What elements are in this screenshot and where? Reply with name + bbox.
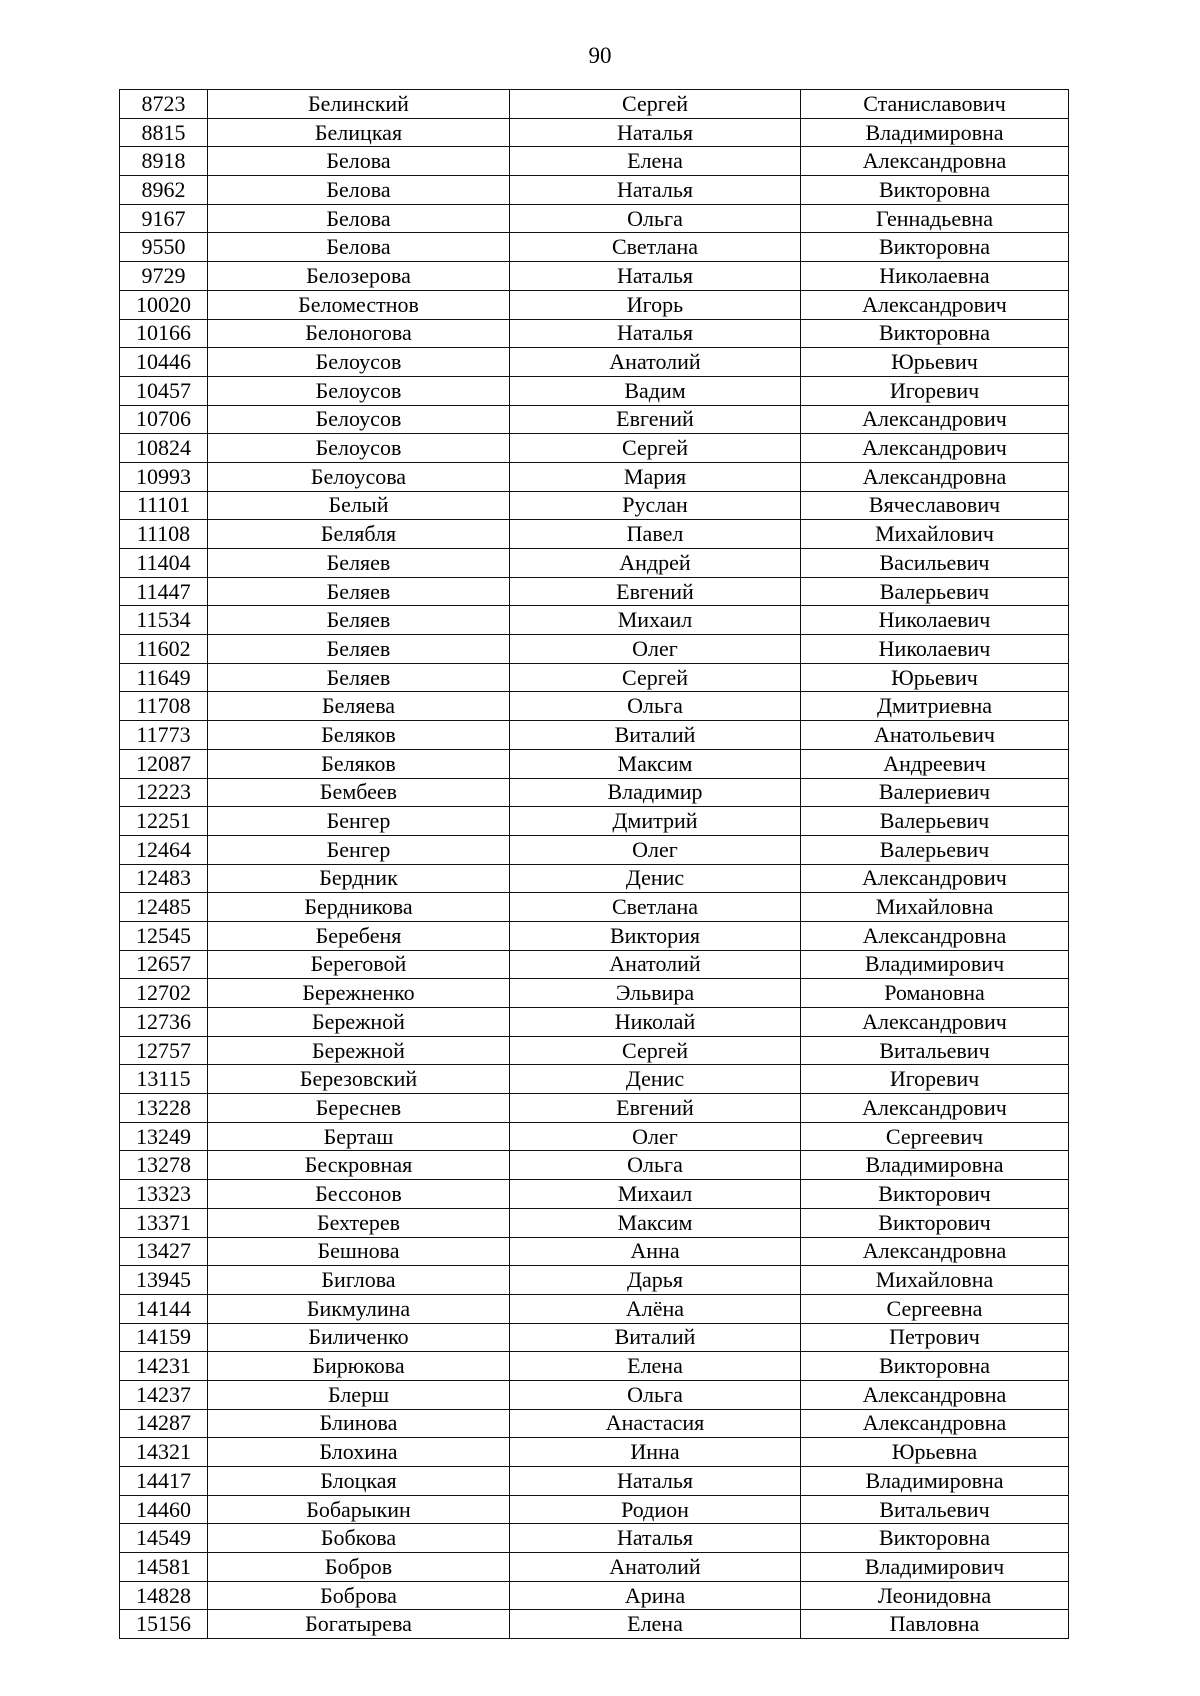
patronymic-cell: Валерьевич: [801, 807, 1069, 836]
first-name-cell: Ольга: [510, 1380, 801, 1409]
record-number-cell: 11708: [120, 692, 208, 721]
record-number-cell: 14549: [120, 1524, 208, 1553]
patronymic-cell: Викторовна: [801, 1352, 1069, 1381]
patronymic-cell: Витальевич: [801, 1036, 1069, 1065]
table-row: [120, 1151, 1069, 1180]
table-row: [120, 1008, 1069, 1037]
page-number: 90: [588, 43, 612, 68]
patronymic-cell: Павловна: [801, 1610, 1069, 1639]
record-number-cell: 14231: [120, 1352, 208, 1381]
last-name-cell: Березовский: [208, 1065, 510, 1094]
last-name-cell: Беломестнов: [208, 290, 510, 319]
first-name-cell: Наталья: [510, 319, 801, 348]
last-name-cell: Беребеня: [208, 921, 510, 950]
record-number-cell: 12702: [120, 979, 208, 1008]
first-name-cell: Наталья: [510, 1467, 801, 1496]
first-name-cell: Евгений: [510, 577, 801, 606]
table-row: [120, 434, 1069, 463]
patronymic-cell: Александровна: [801, 921, 1069, 950]
first-name-cell: Дмитрий: [510, 807, 801, 836]
first-name-cell: Денис: [510, 1065, 801, 1094]
table-row: [120, 1323, 1069, 1352]
last-name-cell: Бобров: [208, 1553, 510, 1582]
patronymic-cell: Васильевич: [801, 549, 1069, 578]
record-number-cell: 9729: [120, 262, 208, 291]
last-name-cell: Береговой: [208, 950, 510, 979]
first-name-cell: Ольга: [510, 1151, 801, 1180]
table-row: [120, 520, 1069, 549]
table-row: [120, 864, 1069, 893]
last-name-cell: Белова: [208, 176, 510, 205]
table-row: [120, 549, 1069, 578]
table-row: [120, 606, 1069, 635]
record-number-cell: 14581: [120, 1553, 208, 1582]
first-name-cell: Владимир: [510, 778, 801, 807]
patronymic-cell: Владимирович: [801, 1553, 1069, 1582]
patronymic-cell: Петрович: [801, 1323, 1069, 1352]
patronymic-cell: Сергеевич: [801, 1122, 1069, 1151]
last-name-cell: Беляков: [208, 749, 510, 778]
record-number-cell: 15156: [120, 1610, 208, 1639]
last-name-cell: Бережной: [208, 1008, 510, 1037]
table-row: [120, 376, 1069, 405]
table-row: [120, 290, 1069, 319]
table-row: [120, 1610, 1069, 1639]
record-number-cell: 12736: [120, 1008, 208, 1037]
last-name-cell: Биличенко: [208, 1323, 510, 1352]
last-name-cell: Белый: [208, 491, 510, 520]
record-number-cell: 9167: [120, 204, 208, 233]
table-row: [120, 635, 1069, 664]
first-name-cell: Арина: [510, 1581, 801, 1610]
record-number-cell: 12545: [120, 921, 208, 950]
last-name-cell: Беляев: [208, 577, 510, 606]
record-number-cell: 11101: [120, 491, 208, 520]
patronymic-cell: Николаевна: [801, 262, 1069, 291]
patronymic-cell: Юрьевна: [801, 1438, 1069, 1467]
first-name-cell: Анатолий: [510, 1553, 801, 1582]
patronymic-cell: Дмитриевна: [801, 692, 1069, 721]
patronymic-cell: Андреевич: [801, 749, 1069, 778]
first-name-cell: Инна: [510, 1438, 801, 1467]
last-name-cell: Белоногова: [208, 319, 510, 348]
record-number-cell: 10457: [120, 376, 208, 405]
last-name-cell: Бобкова: [208, 1524, 510, 1553]
last-name-cell: Белоусов: [208, 348, 510, 377]
last-name-cell: Белицкая: [208, 118, 510, 147]
last-name-cell: Бобарыкин: [208, 1495, 510, 1524]
patronymic-cell: Вячеславович: [801, 491, 1069, 520]
patronymic-cell: Юрьевич: [801, 348, 1069, 377]
last-name-cell: Боброва: [208, 1581, 510, 1610]
table-row: [120, 90, 1069, 119]
last-name-cell: Бенгер: [208, 807, 510, 836]
patronymic-cell: Валерьевич: [801, 577, 1069, 606]
patronymic-cell: Александрович: [801, 434, 1069, 463]
first-name-cell: Андрей: [510, 549, 801, 578]
last-name-cell: Белоусов: [208, 376, 510, 405]
table-row: [120, 462, 1069, 491]
last-name-cell: Блоцкая: [208, 1467, 510, 1496]
patronymic-cell: Александровна: [801, 1237, 1069, 1266]
record-number-cell: 13945: [120, 1266, 208, 1295]
first-name-cell: Дарья: [510, 1266, 801, 1295]
first-name-cell: Елена: [510, 1352, 801, 1381]
record-number-cell: 13323: [120, 1180, 208, 1209]
patronymic-cell: Николаевич: [801, 606, 1069, 635]
record-number-cell: 12483: [120, 864, 208, 893]
first-name-cell: Мария: [510, 462, 801, 491]
patronymic-cell: Александрович: [801, 1094, 1069, 1123]
record-number-cell: 10446: [120, 348, 208, 377]
patronymic-cell: Викторовна: [801, 319, 1069, 348]
patronymic-cell: Сергеевна: [801, 1294, 1069, 1323]
first-name-cell: Олег: [510, 1122, 801, 1151]
last-name-cell: Белова: [208, 233, 510, 262]
patronymic-cell: Владимирович: [801, 950, 1069, 979]
first-name-cell: Эльвира: [510, 979, 801, 1008]
first-name-cell: Виталий: [510, 721, 801, 750]
table-row: [120, 663, 1069, 692]
patronymic-cell: Викторович: [801, 1208, 1069, 1237]
record-number-cell: 11404: [120, 549, 208, 578]
record-number-cell: 11602: [120, 635, 208, 664]
record-number-cell: 12657: [120, 950, 208, 979]
first-name-cell: Анастасия: [510, 1409, 801, 1438]
table-row: [120, 1553, 1069, 1582]
registry-table-container: [119, 89, 1068, 1639]
first-name-cell: Елена: [510, 147, 801, 176]
last-name-cell: Белова: [208, 147, 510, 176]
patronymic-cell: Романовна: [801, 979, 1069, 1008]
first-name-cell: Максим: [510, 1208, 801, 1237]
patronymic-cell: Анатольевич: [801, 721, 1069, 750]
first-name-cell: Евгений: [510, 405, 801, 434]
patronymic-cell: Юрьевич: [801, 663, 1069, 692]
last-name-cell: Бережной: [208, 1036, 510, 1065]
table-row: [120, 979, 1069, 1008]
last-name-cell: Блинова: [208, 1409, 510, 1438]
first-name-cell: Вадим: [510, 376, 801, 405]
record-number-cell: 10166: [120, 319, 208, 348]
first-name-cell: Наталья: [510, 176, 801, 205]
record-number-cell: 13228: [120, 1094, 208, 1123]
record-number-cell: 9550: [120, 233, 208, 262]
patronymic-cell: Игоревич: [801, 376, 1069, 405]
table-row: [120, 950, 1069, 979]
first-name-cell: Павел: [510, 520, 801, 549]
table-row: [120, 233, 1069, 262]
last-name-cell: Береснев: [208, 1094, 510, 1123]
first-name-cell: Виктория: [510, 921, 801, 950]
registry-table: [119, 89, 1069, 1639]
first-name-cell: Денис: [510, 864, 801, 893]
last-name-cell: Белозерова: [208, 262, 510, 291]
record-number-cell: 10993: [120, 462, 208, 491]
table-row: [120, 1495, 1069, 1524]
record-number-cell: 12485: [120, 893, 208, 922]
table-row: [120, 1352, 1069, 1381]
first-name-cell: Игорь: [510, 290, 801, 319]
record-number-cell: 11773: [120, 721, 208, 750]
record-number-cell: 13278: [120, 1151, 208, 1180]
table-row: [120, 204, 1069, 233]
table-row: [120, 147, 1069, 176]
last-name-cell: Блерш: [208, 1380, 510, 1409]
patronymic-cell: Геннадьевна: [801, 204, 1069, 233]
table-row: [120, 577, 1069, 606]
last-name-cell: Беляков: [208, 721, 510, 750]
patronymic-cell: Владимировна: [801, 1151, 1069, 1180]
first-name-cell: Наталья: [510, 1524, 801, 1553]
table-row: [120, 1380, 1069, 1409]
patronymic-cell: Валерьевич: [801, 835, 1069, 864]
last-name-cell: Белоусов: [208, 434, 510, 463]
record-number-cell: 14159: [120, 1323, 208, 1352]
table-row: [120, 835, 1069, 864]
table-row: [120, 1180, 1069, 1209]
first-name-cell: Анна: [510, 1237, 801, 1266]
record-number-cell: 8723: [120, 90, 208, 119]
first-name-cell: Николай: [510, 1008, 801, 1037]
patronymic-cell: Александровна: [801, 1380, 1069, 1409]
last-name-cell: Бережненко: [208, 979, 510, 1008]
first-name-cell: Сергей: [510, 90, 801, 119]
last-name-cell: Беляев: [208, 663, 510, 692]
first-name-cell: Михаил: [510, 1180, 801, 1209]
patronymic-cell: Витальевич: [801, 1495, 1069, 1524]
first-name-cell: Родион: [510, 1495, 801, 1524]
record-number-cell: 10706: [120, 405, 208, 434]
record-number-cell: 14321: [120, 1438, 208, 1467]
patronymic-cell: Александрович: [801, 290, 1069, 319]
table-row: [120, 1266, 1069, 1295]
table-row: [120, 262, 1069, 291]
record-number-cell: 12087: [120, 749, 208, 778]
table-row: [120, 807, 1069, 836]
patronymic-cell: Леонидовна: [801, 1581, 1069, 1610]
table-row: [120, 1438, 1069, 1467]
last-name-cell: Бешнова: [208, 1237, 510, 1266]
record-number-cell: 12251: [120, 807, 208, 836]
record-number-cell: 14237: [120, 1380, 208, 1409]
table-row: [120, 1294, 1069, 1323]
record-number-cell: 14828: [120, 1581, 208, 1610]
last-name-cell: Бескровная: [208, 1151, 510, 1180]
table-row: [120, 692, 1069, 721]
record-number-cell: 11649: [120, 663, 208, 692]
record-number-cell: 11108: [120, 520, 208, 549]
first-name-cell: Анатолий: [510, 348, 801, 377]
table-row: [120, 176, 1069, 205]
record-number-cell: 12464: [120, 835, 208, 864]
record-number-cell: 14460: [120, 1495, 208, 1524]
first-name-cell: Наталья: [510, 118, 801, 147]
table-row: [120, 1065, 1069, 1094]
record-number-cell: 11534: [120, 606, 208, 635]
table-row: [120, 1409, 1069, 1438]
patronymic-cell: Александровна: [801, 1409, 1069, 1438]
first-name-cell: Виталий: [510, 1323, 801, 1352]
last-name-cell: Биглова: [208, 1266, 510, 1295]
table-row: [120, 1581, 1069, 1610]
record-number-cell: 14287: [120, 1409, 208, 1438]
last-name-cell: Бердник: [208, 864, 510, 893]
last-name-cell: Бердникова: [208, 893, 510, 922]
table-row: [120, 491, 1069, 520]
last-name-cell: Беляева: [208, 692, 510, 721]
record-number-cell: 14417: [120, 1467, 208, 1496]
first-name-cell: Светлана: [510, 893, 801, 922]
patronymic-cell: Александровна: [801, 462, 1069, 491]
record-number-cell: 8962: [120, 176, 208, 205]
table-row: [120, 893, 1069, 922]
last-name-cell: Беляев: [208, 549, 510, 578]
first-name-cell: Евгений: [510, 1094, 801, 1123]
record-number-cell: 12223: [120, 778, 208, 807]
record-number-cell: 13427: [120, 1237, 208, 1266]
table-row: [120, 778, 1069, 807]
patronymic-cell: Михайловна: [801, 893, 1069, 922]
patronymic-cell: Александровна: [801, 147, 1069, 176]
first-name-cell: Олег: [510, 835, 801, 864]
patronymic-cell: Владимировна: [801, 118, 1069, 147]
last-name-cell: Бембеев: [208, 778, 510, 807]
table-row: [120, 319, 1069, 348]
first-name-cell: Елена: [510, 1610, 801, 1639]
first-name-cell: Алёна: [510, 1294, 801, 1323]
table-row: [120, 1208, 1069, 1237]
patronymic-cell: Викторовна: [801, 233, 1069, 262]
record-number-cell: 13115: [120, 1065, 208, 1094]
table-row: [120, 1036, 1069, 1065]
first-name-cell: Сергей: [510, 663, 801, 692]
table-row: [120, 1237, 1069, 1266]
table-row: [120, 1094, 1069, 1123]
record-number-cell: 11447: [120, 577, 208, 606]
patronymic-cell: Михайловна: [801, 1266, 1069, 1295]
first-name-cell: Ольга: [510, 204, 801, 233]
table-row: [120, 1524, 1069, 1553]
last-name-cell: Белоусов: [208, 405, 510, 434]
last-name-cell: Белова: [208, 204, 510, 233]
patronymic-cell: Владимировна: [801, 1467, 1069, 1496]
last-name-cell: Бикмулина: [208, 1294, 510, 1323]
last-name-cell: Белоусова: [208, 462, 510, 491]
last-name-cell: Берташ: [208, 1122, 510, 1151]
patronymic-cell: Валериевич: [801, 778, 1069, 807]
record-number-cell: 8815: [120, 118, 208, 147]
patronymic-cell: Александрович: [801, 864, 1069, 893]
patronymic-cell: Александрович: [801, 405, 1069, 434]
patronymic-cell: Викторовна: [801, 176, 1069, 205]
record-number-cell: 14144: [120, 1294, 208, 1323]
record-number-cell: 10824: [120, 434, 208, 463]
last-name-cell: Бехтерев: [208, 1208, 510, 1237]
first-name-cell: Сергей: [510, 434, 801, 463]
record-number-cell: 13371: [120, 1208, 208, 1237]
registry-table-body: [120, 90, 1069, 1639]
first-name-cell: Максим: [510, 749, 801, 778]
patronymic-cell: Викторович: [801, 1180, 1069, 1209]
table-row: [120, 749, 1069, 778]
first-name-cell: Наталья: [510, 262, 801, 291]
last-name-cell: Беляев: [208, 635, 510, 664]
first-name-cell: Светлана: [510, 233, 801, 262]
table-row: [120, 118, 1069, 147]
last-name-cell: Богатырева: [208, 1610, 510, 1639]
first-name-cell: Олег: [510, 635, 801, 664]
last-name-cell: Белинский: [208, 90, 510, 119]
last-name-cell: Беляев: [208, 606, 510, 635]
record-number-cell: 8918: [120, 147, 208, 176]
patronymic-cell: Игоревич: [801, 1065, 1069, 1094]
table-row: [120, 1122, 1069, 1151]
last-name-cell: Блохина: [208, 1438, 510, 1467]
first-name-cell: Ольга: [510, 692, 801, 721]
last-name-cell: Белябля: [208, 520, 510, 549]
last-name-cell: Бессонов: [208, 1180, 510, 1209]
table-row: [120, 1467, 1069, 1496]
record-number-cell: 13249: [120, 1122, 208, 1151]
last-name-cell: Бенгер: [208, 835, 510, 864]
patronymic-cell: Михайлович: [801, 520, 1069, 549]
table-row: [120, 721, 1069, 750]
last-name-cell: Бирюкова: [208, 1352, 510, 1381]
record-number-cell: 12757: [120, 1036, 208, 1065]
patronymic-cell: Николаевич: [801, 635, 1069, 664]
first-name-cell: Руслан: [510, 491, 801, 520]
patronymic-cell: Александрович: [801, 1008, 1069, 1037]
patronymic-cell: Станиславович: [801, 90, 1069, 119]
table-row: [120, 348, 1069, 377]
patronymic-cell: Викторовна: [801, 1524, 1069, 1553]
table-row: [120, 405, 1069, 434]
first-name-cell: Сергей: [510, 1036, 801, 1065]
first-name-cell: Анатолий: [510, 950, 801, 979]
record-number-cell: 10020: [120, 290, 208, 319]
table-row: [120, 921, 1069, 950]
first-name-cell: Михаил: [510, 606, 801, 635]
